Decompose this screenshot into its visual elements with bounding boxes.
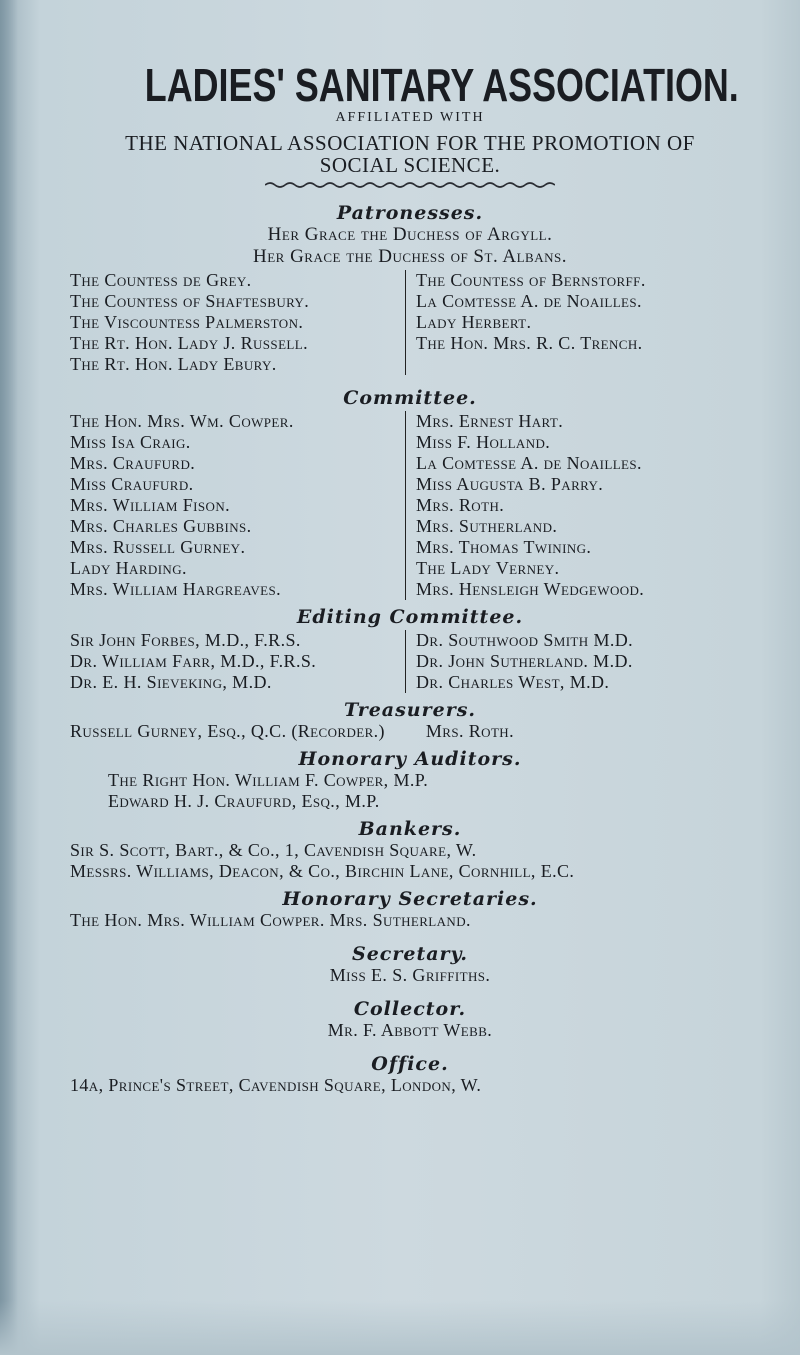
patroness-left-3: The Viscountess Palmerston. — [70, 312, 304, 332]
committee-left-9: Mrs. William Hargreaves. — [70, 579, 281, 599]
editing-committee-heading: Editing Committee. — [296, 606, 524, 628]
document-content — [70, 60, 750, 1096]
patroness-left-2: The Countess of Shaftesbury. — [70, 291, 310, 311]
page-edge-shadow — [0, 0, 18, 1355]
committee-left-2: Miss Isa Craig. — [70, 432, 191, 452]
editing-left-3: Dr. E. H. Sieveking, M.D. — [70, 672, 272, 692]
committee-right-4: Miss Augusta B. Parry. — [416, 474, 604, 494]
committee-left-column — [70, 411, 406, 600]
committee-right-8: The Lady Verney. — [416, 558, 560, 578]
treasurer-right: Mrs. Roth. — [425, 721, 514, 741]
patroness-right-2: La Comtesse A. de Noailles. — [416, 291, 642, 311]
auditor-2: Edward H. J. Craufurd, Esq., M.P. — [108, 791, 380, 811]
affiliated-line: AFFILIATED WITH — [335, 110, 485, 125]
editing-right-column — [406, 630, 633, 693]
editing-left-column — [70, 630, 406, 693]
committee-left-1: The Hon. Mrs. Wm. Cowper. — [70, 411, 294, 431]
treasurer-left: Russell Gurney, Esq., Q.C. (Recorder.) — [70, 721, 385, 741]
secretary-line: Miss E. S. Griffiths. — [329, 965, 491, 985]
office-heading: Office. — [371, 1053, 449, 1075]
auditor-1: The Right Hon. William F. Cowper, M.P. — [108, 770, 429, 790]
page-bottom-edge — [0, 1300, 800, 1355]
patroness-left-5: The Rt. Hon. Lady Ebury. — [70, 354, 277, 374]
committee-left-7: Mrs. Russell Gurney. — [70, 537, 246, 557]
banker-1: Sir S. Scott, Bart., & Co., 1, Cavendish Square, W. — [70, 840, 477, 860]
editing-right-2: Dr. John Sutherland. M.D. — [416, 651, 633, 671]
collector-line: Mr. F. Abbott Webb. — [327, 1020, 493, 1040]
committee-right-1: Mrs. Ernest Hart. — [416, 411, 564, 431]
patronesses-columns — [70, 270, 750, 375]
patroness-center-1: Her Grace the Duchess of Argyll. — [267, 224, 553, 245]
committee-right-2: Miss F. Holland. — [416, 432, 551, 452]
patroness-right-3: Lady Herbert. — [416, 312, 532, 332]
national-association-line-2: SOCIAL SCIENCE. — [319, 153, 501, 177]
editing-right-1: Dr. Southwood Smith M.D. — [416, 630, 634, 650]
office-line: 14a, Prince's Street, Cavendish Square, London, W. — [70, 1075, 482, 1095]
patroness-right-4: The Hon. Mrs. R. C. Trench. — [416, 333, 643, 353]
hon-secretaries-line: The Hon. Mrs. William Cowper. Mrs. Sutherland. — [70, 910, 471, 930]
patroness-left-4: The Rt. Hon. Lady J. Russell. — [70, 333, 308, 353]
patroness-center-2: Her Grace the Duchess of St. Albans. — [253, 246, 567, 267]
committee-right-9: Mrs. Hensleigh Wedgewood. — [416, 579, 645, 599]
committee-left-3: Mrs. Craufurd. — [70, 453, 196, 473]
committee-right-column — [406, 411, 644, 600]
association-title: LADIES' SANITARY ASSOCIATION. — [144, 59, 739, 111]
patroness-left-1: The Countess de Grey. — [70, 270, 252, 290]
auditors-heading: Honorary Auditors. — [298, 748, 522, 770]
editing-committee-columns — [70, 630, 750, 693]
hon-secretaries-heading: Honorary Secretaries. — [282, 888, 538, 910]
collector-heading: Collector. — [353, 998, 467, 1020]
committee-heading: Committee. — [343, 387, 477, 409]
patroness-right-1: The Countess of Bernstorff. — [416, 270, 646, 290]
treasurers-heading: Treasurers. — [343, 699, 477, 721]
committee-right-5: Mrs. Roth. — [416, 495, 505, 515]
patronesses-heading: Patronesses. — [336, 202, 484, 224]
committee-right-6: Mrs. Sutherland. — [416, 516, 558, 536]
secretary-heading: Secretary. — [351, 943, 469, 965]
banker-2: Messrs. Williams, Deacon, & Co., Birchin Lane, Cornhill, E.C. — [70, 861, 575, 881]
national-association-line-1: THE NATIONAL ASSOCIATION FOR THE PROMOTION OF — [125, 131, 695, 155]
committee-left-4: Miss Craufurd. — [70, 474, 194, 494]
patronesses-right-column — [406, 270, 646, 375]
wavy-divider — [265, 180, 555, 190]
editing-left-2: Dr. William Farr, M.D., F.R.S. — [70, 651, 317, 671]
patronesses-left-column — [70, 270, 406, 375]
committee-right-7: Mrs. Thomas Twining. — [416, 537, 592, 557]
committee-left-8: Lady Harding. — [70, 558, 187, 578]
committee-left-6: Mrs. Charles Gubbins. — [70, 516, 252, 536]
committee-left-5: Mrs. William Fison. — [70, 495, 231, 515]
committee-right-3: La Comtesse A. de Noailles. — [416, 453, 642, 473]
editing-right-3: Dr. Charles West, M.D. — [416, 672, 610, 692]
editing-left-1: Sir John Forbes, M.D., F.R.S. — [70, 630, 301, 650]
treasurers-line — [70, 721, 750, 742]
committee-columns — [70, 411, 750, 600]
bankers-heading: Bankers. — [358, 818, 462, 840]
